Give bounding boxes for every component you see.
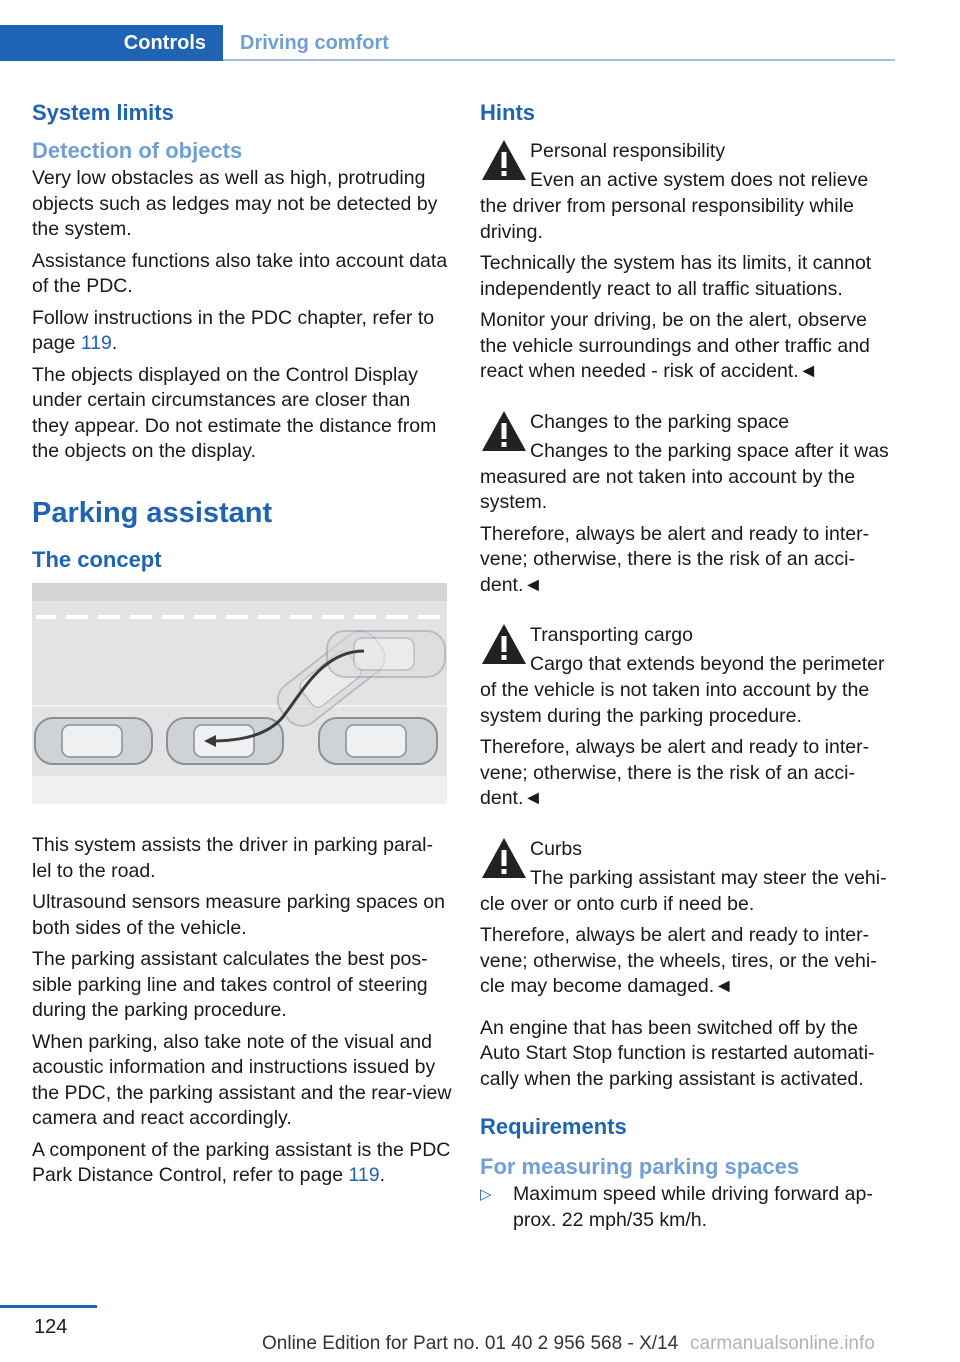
- warning-personal-responsibility: [480, 136, 898, 385]
- warning-text: of the vehicle is not taken into account by the system during the parking procedure.: [480, 679, 870, 727]
- warning-paragraph: Technically the system has its limits, it cannot independently react to all traffic situations.: [480, 252, 872, 300]
- list-item-text: Maximum speed while driving forward ap‐prox. 22 mph/35 km/h.: [513, 1183, 873, 1231]
- concept-paragraph-3: The parking assistant calculates the best pos‐sible parking line and takes control of steering during the parking procedure.: [32, 948, 428, 1021]
- parking-illustration: [32, 583, 447, 804]
- detection-paragraph-3-text: Follow instructions in the PDC chapter, refer to page: [32, 306, 435, 354]
- concept-paragraph-5: [32, 1138, 452, 1189]
- triangle-bullet-icon: ▷: [480, 1186, 492, 1203]
- detection-paragraph-2: Assistance functions also take into account data of the PDC.: [32, 249, 448, 297]
- detection-paragraph-4: The objects displayed on the Control Display under certain circumstances are closer than they appear. Do not estimate the distance from the objects on the display.: [32, 363, 437, 462]
- parked-car-right: [319, 718, 437, 764]
- auto-start-stop-paragraph: An engine that has been switched off by the Auto Start Stop function is restarted automati‐cally when the parking assistant is activated.: [480, 1016, 875, 1090]
- detection-paragraph-3: [32, 306, 452, 357]
- warning-curbs: [480, 834, 898, 1000]
- concept-paragraph-1: This system assists the driver in parking paral‐lel to the road.: [32, 834, 433, 882]
- warning-paragraph: Therefore, always be alert and ready to inter‐vene; otherwise, there is the risk of an acci‐dent.◄: [480, 736, 870, 809]
- section-tabs: [0, 25, 895, 61]
- parking-assistant-heading: Parking assistant: [32, 496, 273, 529]
- hints-heading: Hints: [480, 100, 535, 125]
- tab-controls[interactable]: Controls: [0, 25, 223, 61]
- warning-first-line: Even an active system does not relieve: [530, 169, 869, 191]
- warning-triangle-icon: [480, 136, 528, 184]
- warning-paragraph: Therefore, always be alert and ready to inter‐vene; otherwise, there is the risk of an acci‐dent.◄: [480, 522, 870, 596]
- warning-first-line: The parking assistant may steer the vehi‐: [530, 866, 887, 889]
- warning-triangle-icon: [480, 620, 528, 668]
- requirements-heading: Requirements: [480, 1114, 627, 1139]
- warning-transporting-cargo: [480, 620, 898, 812]
- edition-text: Online Edition for Part no. 01 40 2 956 568 - X/14: [262, 1333, 679, 1354]
- left-column: [32, 98, 452, 1195]
- warning-triangle-icon: [480, 834, 528, 882]
- warning-text: the driver from personal responsibility while driving.: [480, 195, 854, 243]
- page-119-link-2[interactable]: 119: [348, 1164, 380, 1186]
- warning-paragraph: Monitor your driving, be on the alert, observe the vehicle surroundings and other traffic and react when needed - risk of accident.◄: [480, 309, 870, 382]
- tab-divider-line: [223, 59, 895, 61]
- page-number: 124: [34, 1316, 68, 1338]
- period-2: .: [379, 1164, 386, 1186]
- warning-paragraph: Therefore, always be alert and ready to inter‐vene; otherwise, the wheels, tires, or the vehi‐cle may become damaged.◄: [480, 924, 877, 997]
- detection-of-objects-heading: Detection of objects: [32, 138, 243, 163]
- system-limits-heading: System limits: [32, 100, 174, 125]
- concept-paragraph-2: Ultrasound sensors measure parking spaces on both sides of the vehicle.: [32, 891, 445, 939]
- measuring-parking-spaces-heading: For measuring parking spaces: [480, 1154, 800, 1179]
- footer-rule: [0, 1305, 97, 1308]
- warning-text: cle over or onto curb if need be.: [480, 892, 755, 915]
- watermark: carmanualsonline.info: [690, 1333, 875, 1354]
- tab-driving-comfort[interactable]: Driving comfort: [240, 31, 389, 54]
- warning-first-line: Changes to the parking space after it was: [530, 439, 889, 462]
- right-column: [480, 98, 898, 1233]
- warning-title: Transporting cargo: [530, 624, 693, 646]
- page-119-link[interactable]: 119: [80, 332, 112, 354]
- warning-text: measured are not taken into account by the system.: [480, 465, 856, 513]
- detection-paragraph-1: Very low obstacles as well as high, protruding objects such as ledges may not be detected by the system.: [32, 167, 438, 240]
- the-concept-heading: The concept: [32, 546, 162, 572]
- warning-title: Curbs: [530, 837, 583, 860]
- warning-title: Changes to the parking space: [530, 410, 790, 433]
- concept-paragraph-5-text: A component of the parking assistant is the PDC Park Distance Control, refer to page: [32, 1138, 451, 1186]
- period: .: [111, 332, 118, 354]
- concept-paragraph-4: When parking, also take note of the visual and acoustic information and instructions issued by the PDC, the parking assistant and the rear‐view camera and react accordingly.: [32, 1030, 452, 1129]
- list-item: [480, 1182, 898, 1233]
- warning-first-line: Cargo that extends beyond the perimeter: [530, 653, 885, 675]
- parked-car-left: [35, 718, 152, 764]
- warning-parking-space-changes: [480, 407, 898, 599]
- warning-title: Personal responsibility: [530, 140, 726, 162]
- warning-triangle-icon: [480, 407, 528, 455]
